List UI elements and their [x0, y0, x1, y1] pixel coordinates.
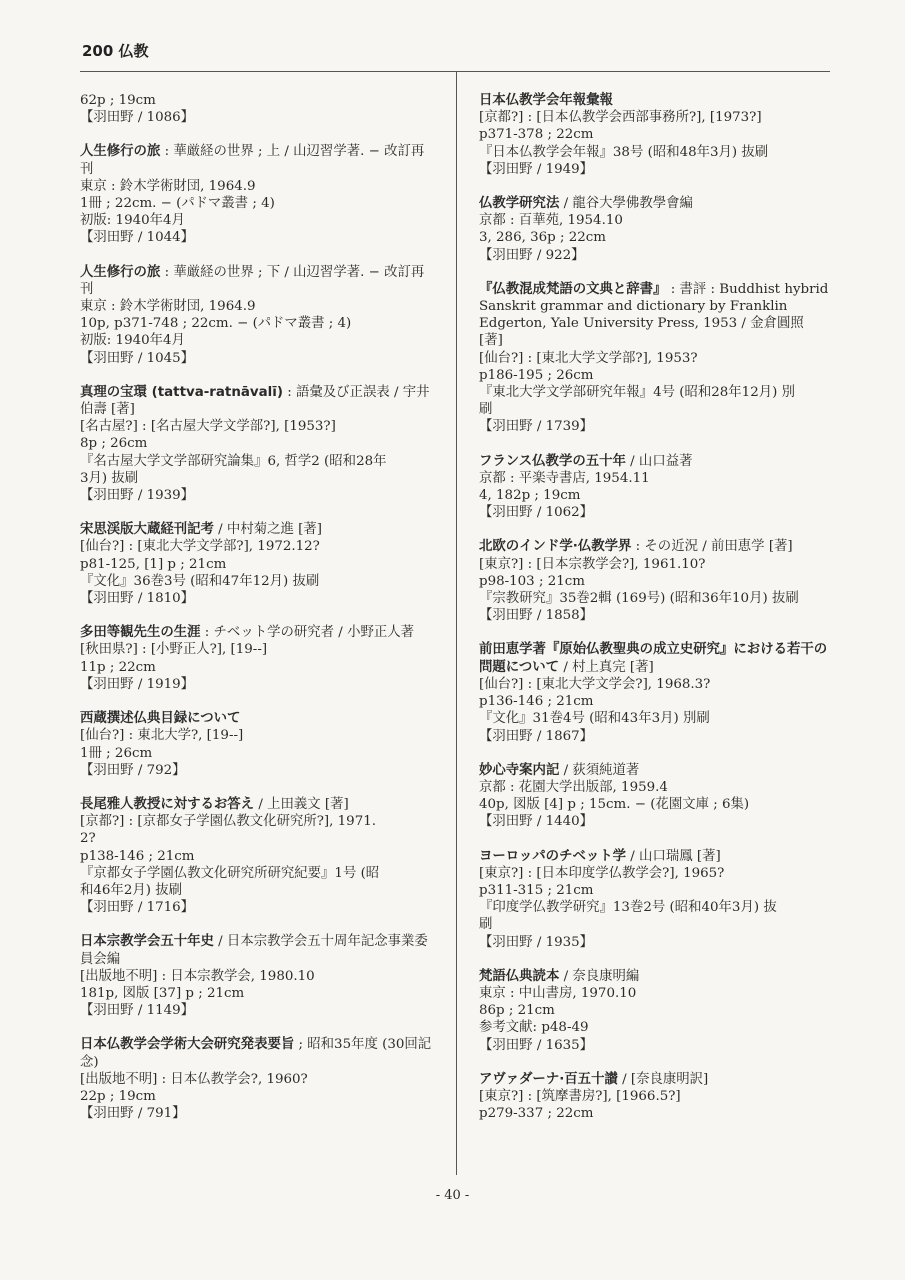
catalog-entry [80, 384, 432, 504]
entry-detail-line: 『東北大学文学部研究年報』4号 (昭和28年12月) 別 [479, 385, 795, 401]
entry-detail-line: [京都?] : [京都女子学園仏教文化研究所?], 1971. [80, 814, 376, 830]
catalog-entry [479, 453, 831, 522]
entry-detail-line: 刷 [479, 402, 493, 418]
catalog-entry [479, 641, 831, 744]
catalog-entry [479, 762, 831, 831]
entry-statement: / 山口益著 [625, 453, 693, 469]
entry-detail-line: 参考文献: p48-49 [479, 1020, 589, 1036]
entry-detail-line: 『京都女子学園仏教文化研究所研究紀要』1号 (昭 [80, 865, 380, 881]
column-divider [456, 71, 457, 1175]
entry-title: 前田恵学著『原始仏教聖典の成立史研究』における若干の問題について [479, 642, 828, 675]
entry-detail-line: 【羽田野 / 1086】 [80, 110, 195, 126]
entry-detail-line: p98-103 ; 21cm [479, 573, 585, 589]
header-rule [80, 71, 830, 72]
entry-detail-line: 【羽田野 / 1062】 [479, 505, 594, 521]
entry-statement: / 山口瑞鳳 [著] [626, 848, 721, 864]
entry-title: 妙心寺案内記 [479, 762, 560, 778]
entry-detail-line: [仙台?] : [東北大学文学部?], 1972.12? [80, 539, 320, 555]
entry-detail-line: 刷 [479, 917, 493, 933]
entry-statement: / 日本宗教学会五十周年記念事業委員会編 [80, 934, 428, 967]
entry-heading [80, 624, 432, 641]
entry-detail-line: 11p ; 22cm [80, 659, 156, 675]
left-column [80, 92, 432, 1139]
entry-detail-line: 東京 : 鈴木学術財団, 1964.9 [80, 299, 256, 315]
entry-statement: : 語彙及び正誤表 / 宇井伯壽 [著] [80, 384, 430, 418]
entry-statement: : チベット学の研究者 / 小野正人著 [200, 625, 415, 641]
entry-statement: / 中村菊之進 [著] [213, 522, 322, 538]
entry-detail-line: [仙台?] : 東北大学?, [19--] [80, 728, 244, 744]
entry-detail-line: p279-337 ; 22cm [479, 1106, 594, 1122]
entry-title: 仏教学研究法 [479, 196, 560, 212]
entry-statement: / [奈良康明訳] [617, 1071, 709, 1087]
entry-detail-line: 4, 182p ; 19cm [479, 488, 581, 504]
entry-heading [479, 281, 831, 350]
entry-detail-line: 【羽田野 / 1867】 [479, 728, 594, 744]
catalog-entry [80, 521, 432, 607]
entry-detail-line: 2? [80, 831, 96, 847]
entry-heading [479, 641, 831, 675]
catalog-entry [80, 710, 432, 779]
entry-heading [80, 264, 432, 298]
entry-statement: : 書評 : Buddhist hybrid Sanskrit grammar and dictionary by Franklin Edgerton, Yale University Press, 1953 / 金倉圓照 [著] [479, 281, 829, 349]
entry-detail-line: 86p ; 21cm [479, 1003, 555, 1019]
entry-detail-line: p186-195 ; 26cm [479, 367, 594, 383]
entry-statement: ; 昭和35年度 (30回記念) [80, 1037, 432, 1070]
entry-statement: / 村上真完 [著] [559, 659, 654, 675]
entry-title: 日本仏教学会年報彙報 [479, 93, 613, 108]
page-number: - 40 - [435, 1188, 470, 1203]
entry-detail-line: 【羽田野 / 1149】 [80, 1003, 195, 1019]
entry-detail-line: 8p ; 26cm [80, 436, 148, 452]
page-header: 200 仏教 [82, 42, 149, 60]
entry-detail-line: [秋田県?] : [小野正人?], [19--] [80, 642, 268, 658]
catalog-entry [80, 796, 432, 916]
entry-detail-line: 62p ; 19cm [80, 93, 156, 108]
entry-detail-line: 【羽田野 / 1635】 [479, 1037, 594, 1053]
entry-title: 日本仏教学会学術大会研究発表要旨 [80, 1037, 295, 1053]
entry-heading [80, 796, 432, 813]
entry-detail-line: 【羽田野 / 1858】 [479, 608, 594, 624]
entry-detail-line: 【羽田野 / 1045】 [80, 350, 195, 366]
entry-title: 長尾雅人教授に対するお答え [80, 796, 255, 812]
entry-detail-line: 【羽田野 / 1935】 [479, 934, 594, 950]
entry-heading [80, 1036, 432, 1070]
entry-heading [479, 538, 831, 555]
right-column [479, 92, 831, 1139]
entry-detail-line: [東京?] : [筑摩書房?], [1966.5?] [479, 1088, 681, 1104]
entry-detail-line: [名古屋?] : [名古屋大学文学部?], [1953?] [80, 419, 336, 435]
entry-detail-line: 【羽田野 / 1949】 [479, 161, 594, 177]
entry-heading [479, 453, 831, 470]
entry-statement: / 荻須純道著 [559, 762, 640, 778]
entry-detail-line: 1冊 ; 26cm [80, 745, 153, 761]
entry-detail-line: 『宗教研究』35巻2輯 (169号) (昭和36年10月) 抜刷 [479, 591, 799, 607]
entry-detail-line: [京都?] : [日本仏教学会西部事務所?], [1973?] [479, 110, 762, 126]
catalog-entry [479, 92, 831, 178]
entry-detail-line: [仙台?] : [東北大学文学会?], 1968.3? [479, 676, 711, 692]
catalog-entry [80, 1036, 432, 1122]
entry-detail-line: 【羽田野 / 1939】 [80, 488, 195, 504]
entry-statement: / 龍谷大學佛教學會編 [559, 196, 693, 212]
entry-detail-line: p136-146 ; 21cm [479, 694, 594, 710]
entry-statement: / 奈良康明編 [559, 968, 640, 984]
entry-detail-line: 京都 : 花園大学出版部, 1959.4 [479, 779, 668, 795]
entry-title: アヴァダーナ·百五十讃 [479, 1071, 618, 1087]
entry-detail-line: 1冊 ; 22cm. − (パドマ叢書 ; 4) [80, 196, 275, 212]
entry-heading [479, 968, 831, 985]
entry-statement: : 華厳経の世界 ; 下 / 山辺習学著. − 改訂再刊 [80, 264, 425, 297]
catalog-entry [479, 538, 831, 624]
entry-heading [479, 92, 831, 109]
entry-detail-line: 東京 : 中山書房, 1970.10 [479, 985, 637, 1001]
entry-title: フランス仏教学の五十年 [479, 453, 626, 469]
entry-detail-line: 『日本仏教学会年報』38号 (昭和48年3月) 抜刷 [479, 144, 769, 160]
entry-title: 日本宗教学会五十年史 [80, 934, 214, 950]
catalog-entry [479, 195, 831, 264]
entry-detail-line: 【羽田野 / 791】 [80, 1106, 186, 1122]
entry-statement: / 上田義文 [著] [254, 796, 349, 812]
entry-detail-line: 東京 : 鈴木学術財団, 1964.9 [80, 178, 256, 194]
entry-detail-line: 22p ; 19cm [80, 1088, 156, 1104]
entry-title: 人生修行の旅 [80, 264, 161, 280]
entry-detail-line: 【羽田野 / 1739】 [479, 419, 594, 435]
entry-detail-line: p311-315 ; 21cm [479, 882, 594, 898]
catalog-entry [479, 968, 831, 1054]
entry-detail-line: [仙台?] : [東北大学文学部?], 1953? [479, 350, 698, 366]
entry-heading [479, 848, 831, 865]
entry-detail-line: 京都 : 百華苑, 1954.10 [479, 213, 623, 229]
entry-heading [479, 195, 831, 212]
entry-detail-line: 【羽田野 / 1440】 [479, 814, 594, 830]
entry-detail-line: 【羽田野 / 1044】 [80, 230, 195, 246]
entry-detail-line: 【羽田野 / 1919】 [80, 676, 195, 692]
entry-detail-line: 『文化』31巻4号 (昭和43年3月) 別刷 [479, 711, 710, 727]
entry-heading [479, 1071, 831, 1088]
entry-detail-line: 『印度学仏教学研究』13巻2号 (昭和40年3月) 抜 [479, 900, 777, 916]
entry-detail-line: 40p, 図版 [4] p ; 15cm. − (花園文庫 ; 6集) [479, 797, 750, 813]
entry-detail-line: [出版地不明] : 日本仏教学会?, 1960? [80, 1071, 308, 1087]
entry-statement: : 華厳経の世界 ; 上 / 山辺習学著. − 改訂再刊 [80, 144, 425, 177]
entry-detail-line: 10p, p371-748 ; 22cm. − (パドマ叢書 ; 4) [80, 316, 352, 332]
entry-title: 宋思渓版大蔵経刊記考 [80, 522, 214, 538]
entry-heading [80, 521, 432, 538]
entry-detail-line: 初版: 1940年4月 [80, 213, 185, 229]
catalog-entry [80, 624, 432, 693]
entry-title: 多田等観先生の生涯 [80, 625, 201, 641]
entry-detail-line: 和46年2月) 抜刷 [80, 882, 182, 898]
entry-title: 『仏教混成梵語の文典と辞書』 [479, 281, 667, 297]
catalog-entry [80, 933, 432, 1019]
entry-title: 西蔵撰述仏典目録について [80, 711, 241, 727]
entry-detail-line: [出版地不明] : 日本宗教学会, 1980.10 [80, 968, 315, 984]
entry-detail-line: 【羽田野 / 1716】 [80, 900, 195, 916]
entry-detail-line: p81-125, [1] p ; 21cm [80, 556, 227, 572]
catalog-entry [80, 143, 432, 246]
entry-heading [479, 762, 831, 779]
entry-detail-line: 181p, 図版 [37] p ; 21cm [80, 985, 245, 1001]
entry-detail-line: 3, 286, 36p ; 22cm [479, 230, 606, 246]
entry-detail-line: 初版: 1940年4月 [80, 333, 185, 349]
entry-detail-line: 『名古屋大学文学部研究論集』6, 哲学2 (昭和28年 [80, 453, 387, 469]
entry-heading [80, 710, 432, 727]
entry-title: 北欧のインド学·仏教学界 [479, 539, 632, 555]
entry-detail-line: [東京?] : [日本宗教学会?], 1961.10? [479, 556, 706, 572]
entry-detail-line: 『文化』36巻3号 (昭和47年12月) 抜刷 [80, 573, 320, 589]
entry-title: ヨーロッパのチベット学 [479, 848, 627, 864]
entry-statement: : その近況 / 前田恵学 [著] [631, 539, 793, 555]
catalog-entry [479, 281, 831, 436]
entry-title: 真理の宝環 (tattva-ratnāvalī) [80, 384, 283, 400]
catalog-entry [80, 264, 432, 367]
entry-detail-line: 【羽田野 / 922】 [479, 247, 585, 263]
entry-detail-line: [東京?] : [日本印度学仏教学会?], 1965? [479, 865, 725, 881]
entry-detail-line: 【羽田野 / 792】 [80, 762, 186, 778]
entry-detail-line: 京都 : 平楽寺書店, 1954.11 [479, 470, 650, 486]
entry-detail-line: p371-378 ; 22cm [479, 127, 594, 143]
entry-heading [80, 384, 432, 418]
entry-detail-line: 3月) 抜刷 [80, 470, 139, 486]
catalog-entry [479, 1071, 831, 1123]
entry-title: 梵語仏典読本 [479, 968, 560, 984]
entry-detail-line: p138-146 ; 21cm [80, 848, 195, 864]
catalog-entry [479, 848, 831, 951]
entry-detail-line: 【羽田野 / 1810】 [80, 591, 195, 607]
entry-title: 人生修行の旅 [80, 144, 161, 160]
catalog-entry [80, 92, 432, 126]
entry-heading [80, 143, 432, 177]
entry-heading [80, 933, 432, 967]
